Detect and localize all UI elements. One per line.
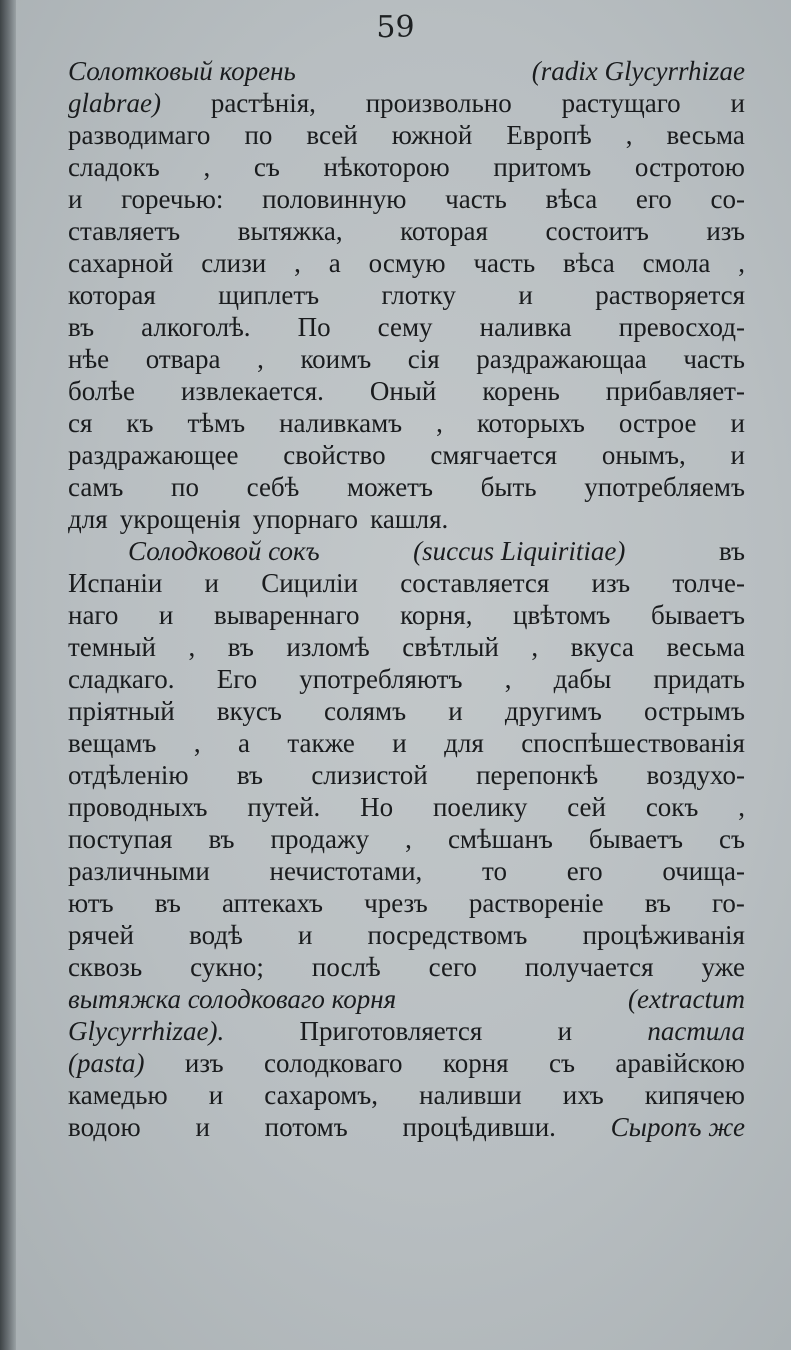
text-word: смягчается [430,440,558,470]
text-word: отдѣленію [68,760,189,790]
text-word: для [68,504,108,534]
text-word: для [444,728,484,758]
text-word: очища- [662,856,745,886]
text-word: также [287,728,355,758]
text-word: уже [701,952,745,982]
text-word: слизи [201,248,267,278]
text-word: цвѣтомъ [513,600,611,630]
text-word: ихъ [562,1080,604,1110]
text-word: придать [653,664,745,694]
text-word: часть [445,184,507,214]
text-word: чрезъ [364,888,428,918]
text-word: сахаромъ, [264,1080,378,1110]
text-word: по [171,472,199,502]
text-word: солямъ [324,696,407,726]
text-word: и [204,568,219,598]
text-word: острымъ [644,696,745,726]
text-word: растущаго [561,88,681,118]
text-word: Европѣ [506,120,592,150]
text-line [68,919,745,951]
text-word: притомъ [493,152,592,182]
text-word: извлекается. [180,376,324,406]
text-word: въ [208,824,235,854]
text-word: послѣ [311,952,381,982]
text-word: го- [712,888,745,918]
text-line [68,535,745,567]
text-word: Солотковый корень [68,56,296,86]
text-word: состоитъ [545,216,649,246]
text-word: , [436,408,443,438]
text-word: нѣе [68,344,110,374]
text-word: Оный [369,376,437,406]
text-word: , [405,824,412,854]
text-word: процѣживанія [582,920,745,950]
text-word: половинную [262,184,407,214]
text-word: съ [718,824,745,854]
text-line [68,471,745,503]
text-word: рячей [68,920,134,950]
text-word: , [188,632,196,662]
text-word: аравійскою [615,1048,745,1078]
text-word: поступая [68,824,173,854]
text-line [68,791,745,823]
text-word: южной [391,120,473,150]
text-word: свойство [283,440,386,470]
text-word: По [297,312,331,342]
text-word: весьма [666,632,745,662]
text-word: всей [306,120,358,150]
text-word: водою [68,1112,141,1142]
text-word: наливкамъ [279,408,403,438]
text-word: сахарной [68,248,174,278]
text-word: то [482,856,507,886]
text-word: нечистотами, [269,856,423,886]
text-word: въ [718,536,745,566]
text-word: кашля. [370,504,449,534]
text-word: укрощенія [119,504,241,534]
text-word: , [504,664,512,694]
text-word: Сициліи [261,568,358,598]
text-word: ся [68,408,93,438]
text-word: сего [428,952,477,982]
text-line [68,407,745,439]
text-word: толче- [672,568,745,598]
text-word: ютъ [68,888,114,918]
text-line [68,951,745,983]
text-word: , [193,728,201,758]
text-word: , [257,344,264,374]
text-word: его [566,856,603,886]
text-line [68,887,745,919]
text-line [68,119,745,151]
text-word: растворяется [595,280,745,310]
text-word: и [68,184,83,214]
text-word: сія [407,344,440,374]
text-line [68,695,745,727]
text-word: которая [400,216,488,246]
text-line [68,87,745,119]
text-word: Glycyrrhizae). [68,1016,225,1046]
text-line [68,983,745,1015]
text-word: и [297,920,313,950]
text-word: себѣ [246,472,300,502]
text-line [68,855,745,887]
text-word: споспѣшествованія [521,728,745,758]
text-word: продажу [270,824,370,854]
text-word: изломѣ [286,632,370,662]
text-word: употребляютъ [299,664,463,694]
text-word: сладокъ [68,152,160,182]
text-word: и [557,1016,573,1046]
text-word: вытяжка, [237,216,343,246]
text-word: корня, [400,600,473,630]
text-word: осмую [368,248,446,278]
text-word: сукно; [190,952,264,982]
text-word: часть [683,344,745,374]
text-word: проводныхъ [68,792,208,822]
text-word: корень [482,376,560,406]
text-word: въ [154,888,181,918]
text-word: горечью: [121,184,224,214]
text-word: со- [710,184,745,214]
text-word: глотку [381,280,456,310]
text-word: отвара [145,344,221,374]
text-line [68,1111,745,1143]
text-line [68,599,745,631]
text-word: часть [473,248,536,278]
text-word: вѣса [545,184,598,214]
text-word: употребляемъ [584,472,745,502]
text-line [68,759,745,791]
text-word: аптекахъ [221,888,323,918]
text-word: и [518,280,533,310]
text-word: и [730,88,745,118]
text-word: поелику [432,792,528,822]
text-word: различными [68,856,210,886]
text-word: составляется [400,568,550,598]
text-word: Приготовляется [299,1016,483,1046]
text-line [68,439,745,471]
text-line [68,375,745,407]
text-word: онымъ, [601,440,686,470]
text-word: его [635,184,672,214]
text-word: вкуса [570,632,634,662]
text-word: въ [236,760,263,790]
text-line [68,215,745,247]
text-word: корня [442,1048,509,1078]
text-word: смѣшанъ [447,824,553,854]
text-word: , [531,632,539,662]
text-word: и [730,408,745,438]
text-word: по [244,120,273,150]
text-line [68,503,745,535]
text-line [68,631,745,663]
text-line [68,1015,745,1047]
text-line [68,567,745,599]
text-word: коимъ [300,344,372,374]
text-word: и [392,728,407,758]
text-word: которыхъ [476,408,585,438]
text-word: процѣдивши. [402,1112,556,1142]
text-line [68,151,745,183]
text-word: сей [567,792,606,822]
text-word: , [625,120,633,150]
text-word: камедью [68,1080,168,1110]
text-word: прибавляет- [605,376,745,406]
text-word: а [237,728,250,758]
text-line [68,663,745,695]
text-word: кипячею [644,1080,745,1110]
text-word: путей. [247,792,321,822]
text-word: Солодковой сокъ [128,536,320,566]
text-word: Но [360,792,394,822]
text-word: , [203,152,211,182]
text-word: (succus Liquiritiae) [413,536,626,566]
text-word: свѣтлый [402,632,499,662]
text-word: быть [480,472,537,502]
text-word: сквозь [68,952,143,982]
text-line [68,727,745,759]
text-word: Сыропъ же [610,1112,745,1142]
text-word: болѣе [68,376,135,406]
text-word: вещамъ [68,728,157,758]
text-word: въ [227,632,254,662]
text-word: изъ [706,216,745,246]
text-word: и [208,1080,224,1110]
text-word: алкоголѣ. [141,312,251,342]
text-word: въ [68,312,95,342]
text-word: (radix Glycyrrhizae [531,56,745,86]
text-word: солодковаго [263,1048,403,1078]
text-word: которая [68,280,156,310]
text-word: дабы [553,664,612,694]
text-word: Его [216,664,258,694]
text-word: воздухо- [646,760,745,790]
text-word: остротою [634,152,745,182]
text-word: къ [126,408,154,438]
text-word: пастила [647,1016,745,1046]
text-word: и [195,1112,210,1142]
text-word: острое [618,408,697,438]
text-word: раздражающее [68,440,239,470]
page-number: 59 [376,10,415,45]
text-word: тѣмъ [187,408,246,438]
text-word: сему [377,312,433,342]
text-word: бываетъ [650,600,745,630]
text-word: и [730,440,745,470]
text-word: съ [549,1048,575,1078]
text-word: и [448,696,463,726]
text-word: (extractum [628,984,745,1014]
text-word: получается [524,952,654,982]
text-word: смола [642,248,711,278]
text-word: Испаніи [68,568,163,598]
text-line [68,247,745,279]
text-word: , [738,248,745,278]
text-word: , [294,248,301,278]
text-word: наго [68,600,119,630]
text-word: произвольно [365,88,512,118]
text-word: перепонкѣ [476,760,599,790]
text-word: весьма [666,120,745,150]
text-line [68,823,745,855]
text-word: водѣ [189,920,243,950]
text-word: въ [644,888,671,918]
text-word: можетъ [346,472,433,502]
text-word: ставляетъ [68,216,181,246]
text-word: посредствомъ [367,920,528,950]
text-word: вѣса [563,248,615,278]
text-word: самъ [68,472,124,502]
text-word: изъ [184,1048,224,1078]
text-word: темный [68,632,156,662]
text-line [68,1079,745,1111]
text-line [68,311,745,343]
text-word: изъ [591,568,631,598]
page-binding-edge [0,0,16,1350]
text-line [68,343,745,375]
text-word: наливши [419,1080,522,1110]
text-word: пріятный [68,696,175,726]
text-word: раздражающаа [476,344,647,374]
text-word: разводимаго [68,120,211,150]
text-word: раствореніе [468,888,604,918]
text-word: растѣнія, [210,88,316,118]
text-word: другимъ [504,696,602,726]
text-word: слизистой [311,760,428,790]
text-line [68,1047,745,1079]
text-word: сокъ [645,792,699,822]
text-word: бываетъ [588,824,683,854]
text-word: съ [253,152,280,182]
text-word: нѣкоторою [323,152,450,182]
text-word: потомъ [264,1112,348,1142]
text-word: упорнаго [252,504,358,534]
text-word: и [158,600,174,630]
page-text [68,55,745,1143]
text-word: щиплетъ [218,280,320,310]
text-word: наливка [479,312,572,342]
text-word: вкусъ [216,696,282,726]
text-word: glabrae) [68,88,161,118]
text-line [68,279,745,311]
text-word: превосход- [618,312,745,342]
text-word: сладкаго. [68,664,175,694]
text-word: (pasta) [68,1048,145,1078]
text-line [68,55,745,87]
text-word: , [738,792,745,822]
text-word: вытяжка солодковаго корня [68,984,397,1014]
text-word: а [328,248,341,278]
text-line [68,183,745,215]
text-word: вывареннаго [213,600,360,630]
